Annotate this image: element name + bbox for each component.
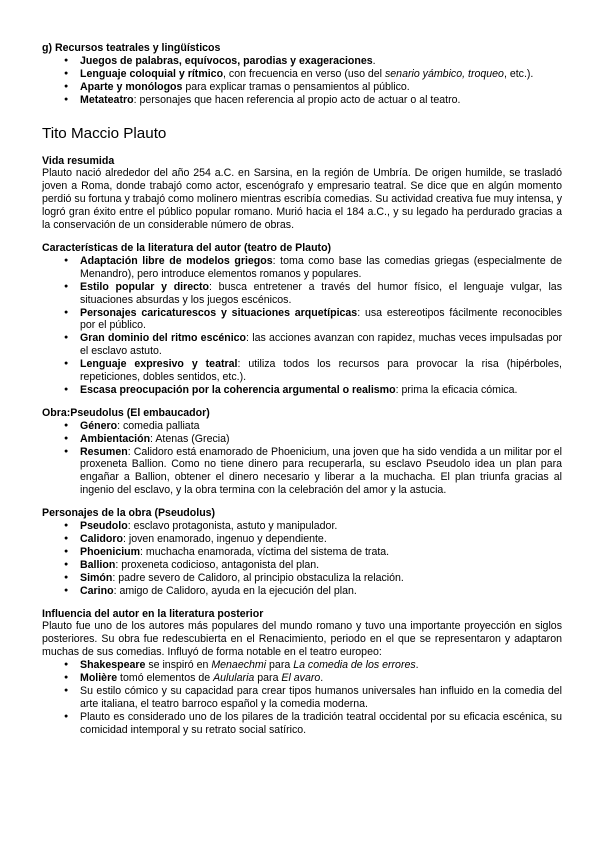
personajes-list bbox=[42, 520, 562, 597]
list-item: ● Juegos de palabras, equívocos, parodias y exageraciones. bbox=[80, 55, 562, 68]
list-item: ● Ballion: proxeneta codicioso, antagonista del plan. bbox=[80, 559, 562, 572]
obra-list bbox=[42, 420, 562, 497]
list-item: ● Simón: padre severo de Calidoro, al principio obstaculiza la relación. bbox=[80, 572, 562, 585]
author-title: Tito Maccio Plauto bbox=[42, 124, 167, 142]
list-item: ● Metateatro: personajes que hacen referencia al propio acto de actuar o al teatro. bbox=[80, 94, 562, 107]
list-item: ● Ambientación: Atenas (Grecia) bbox=[80, 433, 562, 446]
list-item: ● Aparte y monólogos para explicar tramas o pensamientos al público. bbox=[80, 81, 562, 94]
caracteristicas-heading: Características de la literatura del autor (teatro de Plauto) bbox=[42, 241, 332, 254]
list-item: ● Gran dominio del ritmo escénico: las acciones avanzan con rapidez, muchas veces impulsadas por el esclavo astuto. bbox=[80, 332, 562, 358]
list-item: ● Lenguaje expresivo y teatral: utiliza todos los recursos para provocar la risa (hipérboles, repeticiones, dobles sentidos, etc.). bbox=[80, 358, 562, 384]
personajes-heading: Personajes de la obra (Pseudolus) bbox=[42, 507, 216, 520]
influencia-list bbox=[42, 659, 562, 736]
list-item: ● Phoenicium: muchacha enamorada, víctima del sistema de trata. bbox=[80, 546, 562, 559]
list-item: ● Escasa preocupación por la coherencia argumental o realismo: prima la eficacia cómica. bbox=[80, 384, 562, 397]
list-item: ● Carino: amigo de Calidoro, ayuda en la ejecución del plan. bbox=[80, 585, 562, 598]
list-item: ● Shakespeare se inspiró en Menaechmi para La comedia de los errores. bbox=[80, 659, 562, 672]
list-item: ● Calidoro: joven enamorado, ingenuo y dependiente. bbox=[80, 533, 562, 546]
list-item: ● Género: comedia palliata bbox=[80, 420, 562, 433]
list-item: ● Resumen: Calidoro está enamorado de Phoenicium, una joven que ha sido vendida a un militar por el proxeneta Ballion. Como no tiene dinero para recuperarla, su esclavo Pseudolo idea un plan para engañar a Ballion, obtener el dinero necesario y liberar a la muchacha. El plan triunfa gracias al ingenio del esclavo, y la obra termina con la celebración del amor y la astucia. bbox=[80, 446, 562, 498]
list-item: ● Personajes caricaturescos y situaciones arquetípicas: usa estereotipos fácilmente reconocibles por el público. bbox=[80, 307, 562, 333]
vida-paragraph: Plauto nació alrededor del año 254 a.C. en Sarsina, en la región de Umbría. De origen humilde, se trasladó joven a Roma, donde trabajó como actor, escenógrafo y empresario teatral. Se dice que en algún momento perdió su fortuna y trabajó como molinero mientras escribía comedias. Su actividad creativa fue muy intensa, y logró gran éxito entre el público popular romano. Murió hacia el 184 a.C., y su legado ha perdurado gracias a la conservación de un considerable número de obras. bbox=[42, 167, 562, 232]
influencia-heading: Influencia del autor en la literatura posterior bbox=[42, 607, 264, 620]
caracteristicas-list bbox=[42, 255, 562, 397]
obra-heading: Obra:Pseudolus (El embaucador) bbox=[42, 406, 210, 419]
list-item: ● Lenguaje coloquial y rítmico, con frecuencia en verso (uso del senario yámbico, troqueo, etc.). bbox=[80, 68, 562, 81]
list-item: ● Plauto es considerado uno de los pilares de la tradición teatral occidental por su eficacia escénica, su comicidad intemporal y su retrato social satírico. bbox=[80, 711, 562, 737]
section-g-list bbox=[42, 55, 562, 107]
list-item: ● Su estilo cómico y su capacidad para crear tipos humanos universales han influido en la comedia del arte italiana, el teatro barroco español y la comedia moderna. bbox=[80, 685, 562, 711]
list-item: ● Adaptación libre de modelos griegos: toma como base las comedias griegas (especialmente de Menandro), pero introduce elementos romanos y populares. bbox=[80, 255, 562, 281]
influencia-paragraph: Plauto fue uno de los autores más populares del mundo romano y tuvo una importante proyección en siglos posteriores. Su obra fue redescubierta en el Renacimiento, periodo en el que se representaron y adaptaron muchas de sus comedias. Influyó de forma notable en el teatro europeo: bbox=[42, 620, 562, 659]
list-item: ● Pseudolo: esclavo protagonista, astuto y manipulador. bbox=[80, 520, 562, 533]
vida-heading: Vida resumida bbox=[42, 154, 115, 167]
list-item: ● Molière tomó elementos de Aulularia para El avaro. bbox=[80, 672, 562, 685]
document-content bbox=[42, 42, 562, 737]
section-g-heading: g) Recursos teatrales y lingüísticos bbox=[42, 42, 221, 54]
list-item: ● Estilo popular y directo: busca entretener a través del humor físico, el lenguaje vulgar, las situaciones absurdas y los juegos escénicos. bbox=[80, 281, 562, 307]
